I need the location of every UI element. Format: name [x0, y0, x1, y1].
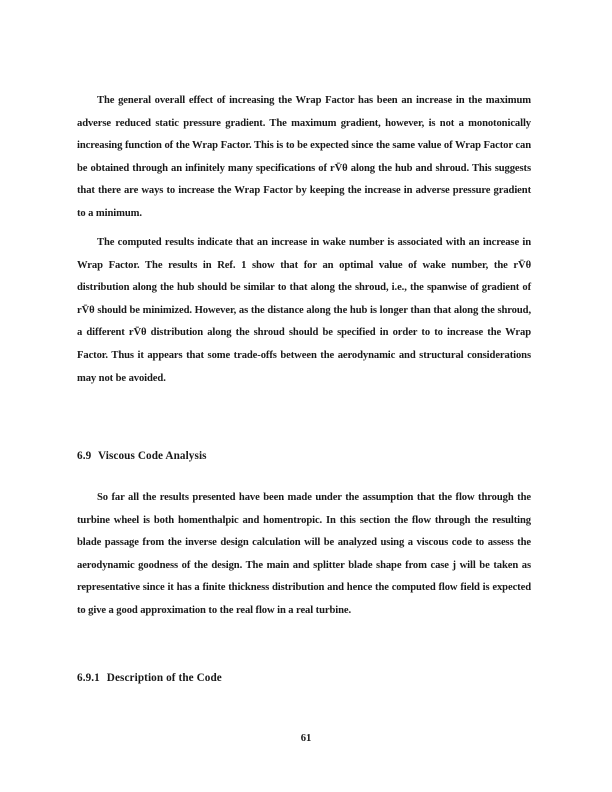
paragraph-wake-number: [77, 232, 531, 390]
subsection-number: 6.9.1: [77, 672, 100, 684]
section-heading: [77, 450, 207, 462]
paragraph-wrap-factor-effect: [77, 90, 531, 226]
section-number: 6.9: [77, 450, 92, 462]
paragraph-text: So far all the results presented have been made under the assumption that the flow through the turbine wheel is both homenthalpic and homentropic. In this section the flow through the resulting blade passage from the inverse design calculation will be analyzed using a viscous code to assess the aerodynamic goodness of the design. The main and splitter blade shape from case j will be taken as representative since it has a finite thickness distribution and hence the computed flow field is expected to give a good approximation to the real flow in a real turbine.: [77, 492, 531, 616]
paragraph-viscous-intro: [77, 487, 531, 623]
page-number: 61: [300, 733, 312, 744]
subsection-heading: [77, 672, 222, 684]
paragraph-text: The computed results indicate that an increase in wake number is associated with an increase in Wrap Factor. The results in Ref. 1 show that for an optimal value of wake number, the rV̄θ distribution along the hub should be similar to that along the shroud, i.e., the spanwise of gradient of rV̄θ should be minimized. However, as the distance along the hub is longer than that along the shroud, a different rV̄θ distribution along the shroud should be specified in order to to increase the Wrap Factor. Thus it appears that some trade-offs between the aerodynamic and structural considerations may not be avoided.: [77, 237, 531, 384]
section-title: Viscous Code Analysis: [98, 450, 207, 462]
paragraph-text: The general overall effect of increasing the Wrap Factor has been an increase in the maximum adverse reduced static pressure gradient. The maximum gradient, however, is not a monotonically increasing function of the Wrap Factor. This is to be expected since the same value of Wrap Factor can be obtained through an infinitely many specifications of rV̄θ along the hub and shroud. This suggests that there are ways to increase the Wrap Factor by keeping the increase in adverse pressure gradient to a minimum.: [77, 95, 531, 219]
subsection-title: Description of the Code: [106, 672, 222, 684]
